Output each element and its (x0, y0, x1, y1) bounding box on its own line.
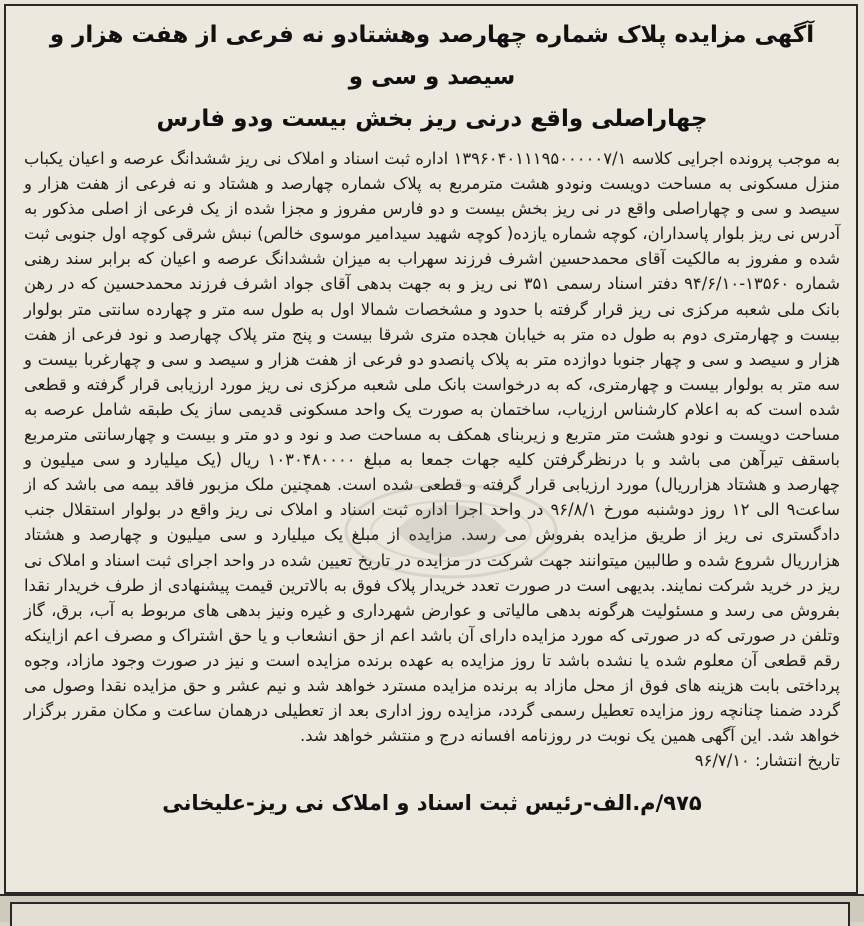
notice-title-line1: آگهی مزایده پلاک شماره چهارصد وهشتادو نه فرعی از هفت هزار و سیصد و سی و (49, 22, 815, 90)
notice-content (24, 14, 840, 884)
notice-title-line2: چهاراصلی واقع درنی ریز بخش بیست ودو فارس (156, 106, 708, 132)
next-clipping-box (10, 902, 850, 926)
notice-frame (4, 4, 858, 894)
publish-date: تاریخ انتشار: ۹۶/۷/۱۰ (694, 751, 840, 771)
notice-body: به موجب پرونده اجرایی کلاسه ۱۳۹۶۰۴۰۱۱۱۹۵۰۰۰۰۰۷/۱ اداره ثبت اسناد و املاک نی ریز ششدانگ عرصه و اعیان یکباب منزل مسکونی به مساحت دویست ونودو هشت مترمربع به پلاک شماره چهارصد و هشتاد و نه فرعی از هفت هزار و سیصد و سی و چهاراصلی واقع در نی ریز بخش بیست و دو فارس مفروز و مجزا شده از یک فرعی از اصلی مذکور به آدرس نی ریز بلوار پاسداران، کوچه شماره یازده( کوچه شهید سیدامیر موسوی خالص) نبش شرقی کوچه اول جنوبی ثبت شده و مفروز به مالکیت آقای محمدحسین اشرف فرزند سهراب به میزان ششدانگ عرصه و اعیان که برابر سند رهنی شماره ۱۳۵۶۰-۹۴/۶/۱۰ دفتر اسناد رسمی ۳۵۱ نی ریز و به جهت بدهی آقای جواد اشرف فرزند محمدحسین که در رهن بانک ملی شعبه مرکزی نی ریز قرار گرفته با حدود و مشخصات شمالا اول به طول سه متر و چهارده سانتی متر بولوار بیست و چهارمتری دوم به طول ده متر به خیابان هجده متری شرقا بیست و پنج متر پلاک چهارصد و نود فرعی از هفت هزار و سیصد و سی و چهار جنوبا دوازده متر به پلاک پانصدو دو فرعی از هفت هزار و سیصد و سی و چهارغربا بیست و سه متر به بولوار بیست و چهارمتری، که به درخواست بانک ملی شعبه مرکزی نی ریز مورد ارزیابی قرار گرفته و قطعی شده است که به اعلام کارشناس ارزیاب، ساختمان به صورت یک واحد مسکونی قدیمی ساز یک طبقه شامل عرصه به مساحت دویست و نودو هشت متر متربع و زیربنای همکف به مساحت صد و نود و دو متر و بیست و چهارسانتی مترمربع باسقف تیرآهن می باشد و با درنظرگرفتن کلیه جهات جمعا به مبلغ ۱۰۳۰۴۸۰۰۰۰ ریال (یک میلیارد و سی میلیون و چهارصد و هشتاد هزارریال) مورد ارزیابی قرار گرفته و قطعی شده است. همچنین ملک مزبور فاقد بیمه می باشد که از ساعت۹ الی ۱۲ روز دوشنبه مورخ ۹۶/۸/۱ در واحد اجرا اداره ثبت اسناد و املاک نی ریز واقع در بولوار استقلال جنب دادگستری نی ریز از طریق مزایده بفروش می رسد. مزایده از مبلغ یک میلیارد و سی میلیون و چهارصد و هشتاد هزارریال شروع شده و طالبین میتوانند جهت شرکت در مزایده در تاریخ تعیین شده در واحد اجرای ثبت اسناد و املاک نی ریز در خرید شرکت نمایند. بدیهی است در صورت تعدد خریدار پلاک فوق به بالاترین قیمت پیشنهادی از طرف خریدار نقدا بفروش می رسد و مسئولیت هرگونه بدهی مالیاتی و عوارض شهرداری و غیره ونیز بدهی های مربوط به آب، برق، گاز وتلفن در صورتی که در صورتی که مورد مزایده دارای آن باشد اعم از حق انشعاب و یا حق اشتراک و مصرف اعم ازاینکه رقم قطعی آن معلوم شده یا نشده باشد تا روز مزایده به عهده برنده مزایده است و نیز در صورت وجود مازاد، وجوه پرداختی بابت هزینه های فوق از محل مازاد به برنده مزایده مسترد خواهد شد و نیم عشر و حق مزایده نقدا وصول می گردد ضمنا چنانچه روز مزایده تعطیل رسمی گردد، مزایده روز اداری بعد از تعطیلی درهمان ساعت و مکان مقرر برگزار خواهد شد. این آگهی همین یک نوبت در روزنامه افسانه درج و منتشر خواهد شد. (24, 149, 840, 746)
notice-title (24, 14, 840, 140)
next-clipping-edge (0, 894, 864, 922)
notice-signature: ۹۷۵/م.الف-رئیس ثبت اسناد و املاک نی ریز-علیخانی (162, 791, 702, 816)
